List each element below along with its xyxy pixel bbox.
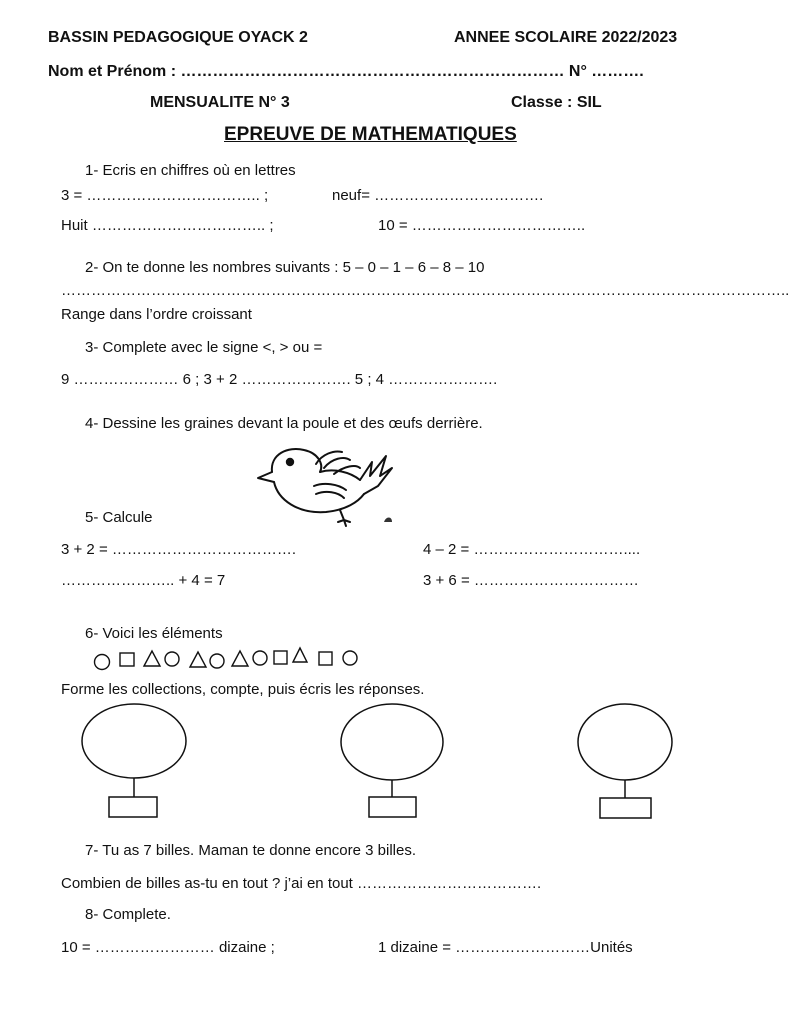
q3-line: 9 ………………… 6 ; 3 + 2 …………………. 5 ; 4 ………………….	[61, 371, 498, 388]
square-icon	[120, 653, 134, 666]
q1-line2-right: 10 = ……………………………..	[378, 217, 586, 234]
q4-heading: 4- Dessine les graines devant la poule et des œufs derrière.	[85, 415, 483, 432]
q3-heading: 3- Complete avec le signe <, > ou =	[85, 339, 323, 356]
q8-line-right: 1 dizaine = ………………………Unités	[378, 939, 633, 956]
q5-line1-left: 3 + 2 = ……………………………….	[61, 541, 297, 558]
q6-heading: 6- Voici les éléments	[85, 625, 223, 642]
triangle-icon	[232, 651, 248, 666]
collection-3[interactable]	[570, 702, 680, 820]
exam-number: MENSUALITE N° 3	[150, 94, 290, 111]
circle-icon	[343, 651, 357, 665]
q2-heading: 2- On te donne les nombres suivants : 5 – 0 – 1 – 6 – 8 – 10	[85, 259, 485, 276]
q5-line2-right: 3 + 6 = ……………………………	[423, 572, 639, 589]
circle-icon	[165, 652, 179, 666]
q5-line2-left: ………………….. + 4 = 7	[61, 572, 226, 589]
q5-line1-right: 4 – 2 = …………………………....	[423, 541, 641, 558]
q1-line1-right: neuf= …………………………….	[332, 187, 544, 204]
school-year: ANNEE SCOLAIRE 2022/2023	[454, 29, 678, 46]
square-icon	[319, 652, 332, 665]
school-name: BASSIN PEDAGOGIQUE OYACK 2	[48, 29, 308, 46]
triangle-icon	[190, 652, 206, 667]
name-line: Nom et Prénom : ……………………………………………………………… N° ……….	[48, 63, 644, 80]
circle-icon	[253, 651, 267, 665]
bird-icon	[254, 442, 396, 528]
q2-answer-line: ………………………………………………………………………………………………………………………………..	[61, 282, 789, 299]
q1-heading: 1- Ecris en chiffres où en lettres	[85, 162, 296, 179]
circle-icon	[95, 655, 110, 670]
q8-heading: 8- Complete.	[85, 906, 171, 923]
q6-instruction: Forme les collections, compte, puis écris les réponses.	[61, 681, 425, 698]
q7-heading: 7- Tu as 7 billes. Maman te donne encore 3 billes.	[85, 842, 417, 859]
square-icon	[274, 651, 287, 664]
q7-question: Combien de billes as-tu en tout ? j’ai en tout ……………………………….	[61, 875, 542, 892]
collection-2[interactable]	[338, 703, 448, 819]
triangle-icon	[293, 648, 307, 662]
elements-shapes-row	[92, 647, 372, 671]
triangle-icon	[144, 651, 160, 666]
q1-line2-left: Huit …………………………….. ;	[61, 217, 274, 234]
q8-line-left: 10 = …………………… dizaine ;	[61, 939, 275, 956]
page-title: EPREUVE DE MATHEMATIQUES	[224, 124, 517, 145]
collection-1[interactable]	[80, 703, 190, 819]
q2-instruction: Range dans l’ordre croissant	[61, 306, 252, 323]
q5-heading: 5- Calcule	[85, 509, 153, 526]
circle-icon	[210, 654, 224, 668]
class-label: Classe : SIL	[511, 94, 602, 111]
q1-line1-left: 3 = …………………………….. ;	[61, 187, 269, 204]
